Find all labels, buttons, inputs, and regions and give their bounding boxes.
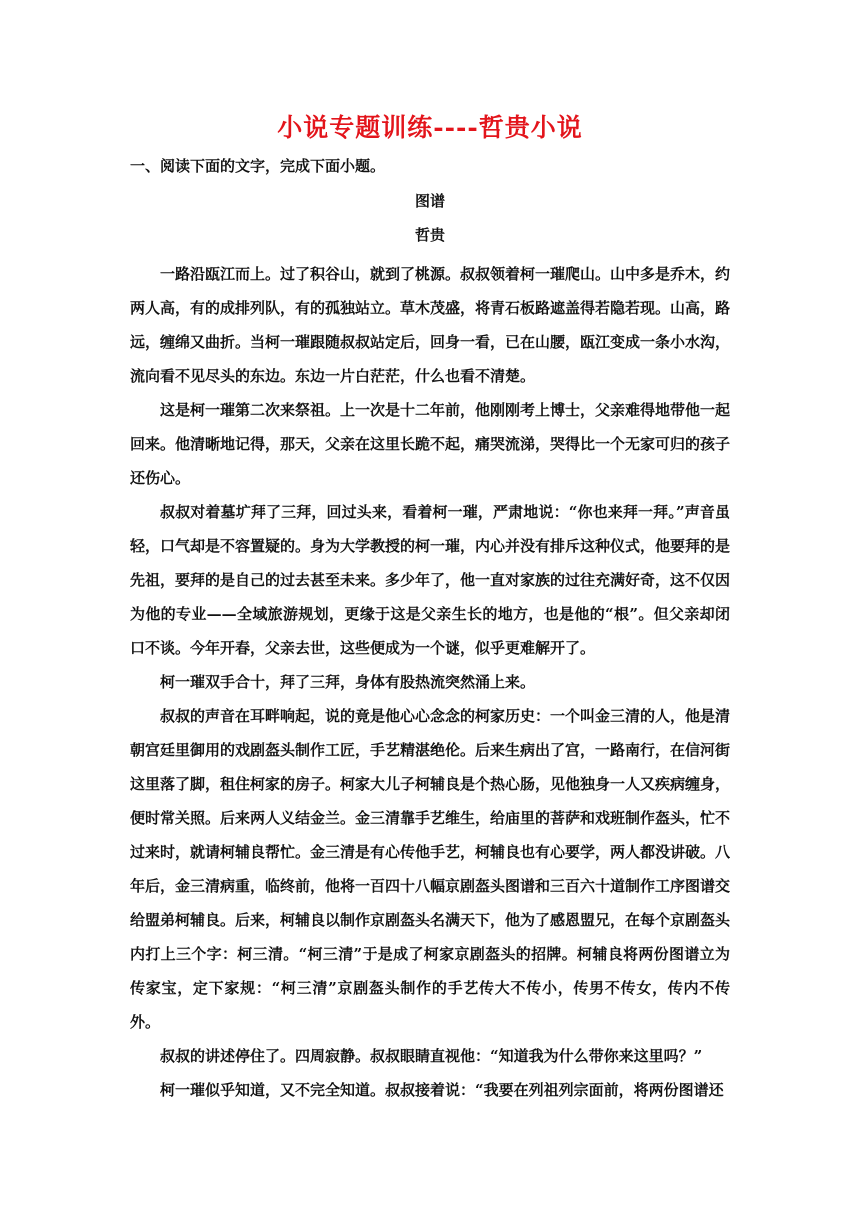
paragraph: 叔叔的讲述停住了。四周寂静。叔叔眼睛直视他：“知道我为什么带你来这里吗？” [160, 1047, 703, 1065]
paragraph: 这是柯一璀第二次来祭祖。上一次是十二年前，他刚刚考上博士，父亲难得地带他一起回来。他清晰地记得，那天，父亲在这里长跪不起，痛哭流涕，哭得比一个无家可归的孩子还伤心。 [130, 401, 731, 487]
paragraph: 柯一璀双手合十，拜了三拜，身体有股热流突然涌上来。 [160, 673, 536, 691]
paragraph: 叔叔的声音在耳畔响起，说的竟是他心心念念的柯家历史：一个叫金三清的人，他是清朝宫廷里御用的戏剧盔头制作工匠，手艺精湛绝伦。后来生病出了宫，一路南行，在信河街这里落了脚，租住柯家的房子。柯家大儿子柯辅良是个热心肠，见他独身一人又疾病缠身，便时常关照。后来两人义结金兰。金三清靠手艺维生，给庙里的菩萨和戏班制作盔头，忙不过来时，就请柯辅良帮忙。金三清是有心传他手艺，柯辅良也有心要学，两人都没讲破。八年后，金三清病重，临终前，他将一百四十八幅京剧盔头图谱和三百六十道制作工序图谱交给盟弟柯辅良。后来，柯辅良以制作京剧盔头名满天下，他为了感恩盟兄，在每个京剧盔头内打上三个字：柯三清。“柯三清”于是成了柯家京剧盔头的招牌。柯辅良将两份图谱立为传家宝，定下家规：“柯三清”京剧盔头制作的手艺传大不传小，传男不传女，传内不传外。 [130, 707, 731, 1031]
story-title: 图谱 [414, 192, 445, 210]
paragraph: 柯一璀似乎知道，又不完全知道。叔叔接着说：“我要在列祖列宗面前，将两份图谱还 [160, 1081, 724, 1099]
document-title: 小说专题训练----哲贵小说 [277, 113, 583, 142]
story-body [130, 257, 730, 1107]
paragraph: 叔叔对着墓圹拜了三拜，回过头来，看着柯一璀，严肃地说：“你也来拜一拜。”声音虽轻，口气却是不容置疑的。身为大学教授的柯一璀，内心并没有排斥这种仪式，他要拜的是先祖，要拜的是自己的过去甚至未来。多少年了，他一直对家族的过往充满好奇，这不仅因为他的专业——全域旅游规划，更缘于这是父亲生长的地方，也是他的“根”。但父亲却闭口不谈。今年开春，父亲去世，这些便成为一个谜，似乎更难解开了。 [130, 503, 731, 657]
story-author: 哲贵 [414, 226, 445, 244]
paragraph: 一路沿瓯江而上。过了积谷山，就到了桃源。叔叔领着柯一璀爬山。山中多是乔木，约两人高，有的成排列队，有的孤独站立。草木茂盛，将青石板路遮盖得若隐若现。山高，路远，缠绵又曲折。当柯一璀跟随叔叔站定后，回身一看，已在山腰，瓯江变成一条小水沟，流向看不见尽头的东边。东边一片白茫茫，什么也看不清楚。 [130, 265, 731, 385]
question-instruction: 一、阅读下面的文字，完成下面小题。 [130, 157, 386, 175]
